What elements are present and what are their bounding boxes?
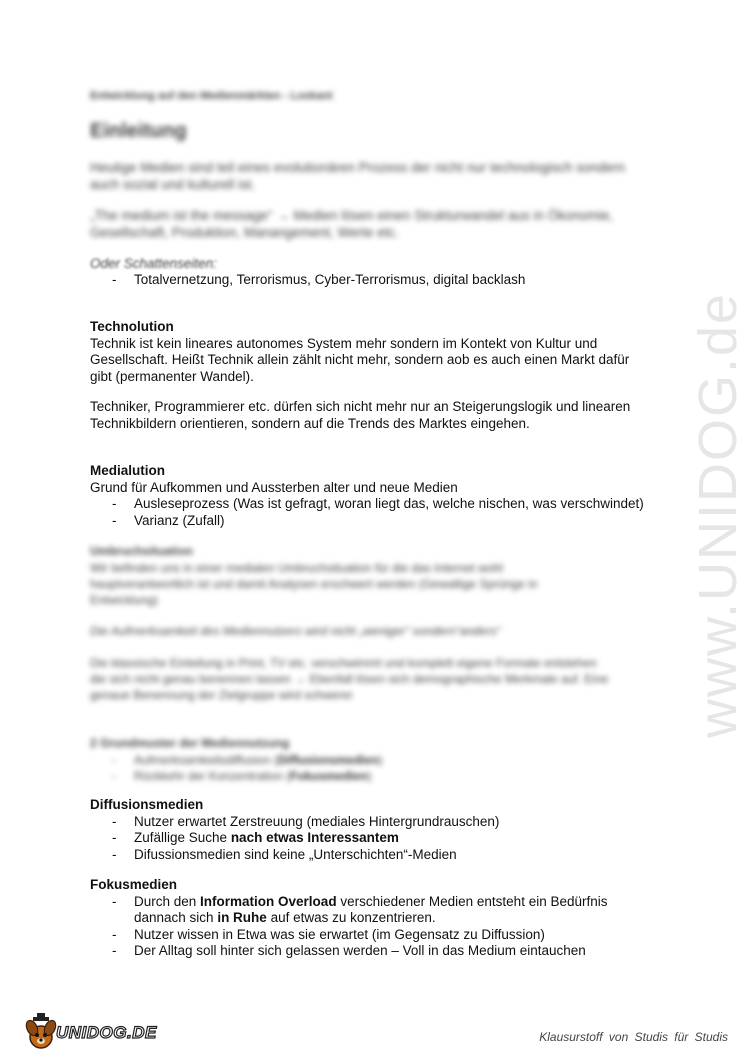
heading-einleitung: Einleitung — [90, 120, 187, 142]
list-item: - Difussionsmedien sind keine „Unterschichten“-Medien — [112, 847, 690, 864]
fokus-b1-post: auf etwas zu konzentrieren. — [266, 910, 436, 925]
grund-b2-bold: Fokusmedien — [290, 769, 368, 783]
medialution-intro: Grund für Aufkommen und Aussterben alter und neue Medien — [90, 479, 458, 495]
list-item — [112, 752, 590, 769]
shadow-heading — [90, 256, 650, 273]
document-title: Entwicklung auf den Medienmärkten - Loskant — [90, 90, 333, 102]
section-medialution — [90, 463, 690, 529]
intro-paragraph-1 — [90, 160, 650, 193]
unidog-logo — [24, 1013, 157, 1053]
umbruch-paragraph-3: Die klassische Einteilung in Print, TV etc. verschwimmt und komplett eigene Formate entstehen die sich nicht genau benennen lassen → Ebenfall lösen sich demographische Merkmale auf. Eine genaue Benennung der Zielgruppe wird schwerer — [90, 656, 609, 702]
grund-b2-pre: Rückkehr der Konzentration ( — [134, 769, 291, 783]
grund-b2-close: ) — [367, 769, 372, 783]
umbruch-paragraph-2-block — [90, 623, 590, 640]
footer-tagline: Klausurstoff von Studis für Studis — [539, 1030, 728, 1044]
section-technolution — [90, 319, 650, 385]
fokus-b1-mid: verschiedener Medien entsteht ein Bedürfnis dannach sich — [134, 893, 608, 925]
grund-b1-pre: Aufmerksamkeitsdiffusion ( — [134, 752, 278, 767]
section-grundmuster — [90, 735, 590, 785]
fokus-b1-pre: Durch den — [134, 893, 201, 909]
list-item: - Ausleseprozess (Was ist gefragt, woran liegt das, welche nischen, was verschwindet) — [112, 496, 690, 513]
list-item: - Totalvernetzung, Terrorismus, Cyber-Terrorismus, digital backlash — [112, 272, 650, 289]
section-title: Technolution — [90, 319, 174, 334]
technolution-paragraph-2: Techniker, Programmierer etc. dürfen sich nicht mehr nur an Steigerungslogik und linearen Technikbildern orientieren, sondern auf die Trends des Marktes eingehen. — [90, 399, 631, 431]
section-title: Fokusmedien — [90, 877, 178, 892]
dog-icon — [24, 1013, 58, 1051]
grund-b1-close: ) — [378, 752, 383, 767]
list-item — [112, 830, 690, 847]
watermark-text: www.UNIDOG.de — [688, 291, 748, 739]
fokus-b1-bold2: in Ruhe — [217, 910, 267, 925]
grund-b1-bold: Diffusionsmedien — [277, 752, 379, 767]
section-title: Medialution — [90, 463, 165, 478]
list-item: - Der Alltag soll hinter sich gelassen werden – Voll in das Medium eintauchen — [112, 943, 690, 960]
technolution-paragraph-2-block — [90, 399, 650, 432]
section-title: Umbruchsituation — [90, 544, 193, 558]
section-fokusmedien — [90, 877, 690, 960]
diff-b2-bold: nach etwas Interessantem — [230, 830, 399, 845]
fokus-b1-bold1: Information Overload — [200, 893, 337, 909]
intro-p2-text: „The medium ist the message“ → Medien lösen einen Strukturwandel aus in Ökonomie, Gesellschaft, Produktion, Manangement, Werte etc. — [90, 208, 613, 240]
intro-paragraph-2 — [90, 208, 650, 241]
technolution-paragraph-1: Technik ist kein lineares autonomes System mehr sondern im Kontekt von Kultur und Gesellschaft. Heißt Technik allein zählt nicht mehr, sondern aob es auch einen Markt dafür gibt (permanenter Wandel). — [90, 335, 630, 384]
logo-text: UNIDOG.DE — [56, 1023, 157, 1042]
diff-b2-pre: Zufällige Suche — [134, 830, 231, 845]
umbruch-paragraph-1: Wir befinden uns in einer medialen Umbruchsituation für die das Internet wohl hauptverantwortlich ist und damit Analysen erschwert werden (Gewaltige Sprünge in Entwicklung) — [90, 560, 538, 607]
list-item — [112, 894, 634, 927]
intro-bullet-list — [90, 272, 650, 289]
umbruch-paragraph-3-block — [90, 655, 610, 703]
shadow-heading-text: Oder Schattenseiten: — [90, 256, 217, 271]
section-umbruchsituation — [90, 543, 590, 608]
list-item: - Nutzer erwartet Zerstreuung (mediales Hintergrundrauschen) — [112, 814, 690, 831]
umbruch-paragraph-2: Die Aufmerksamkeit des Mediennutzers wird nicht „weniger“ sondern“anders“ — [90, 624, 501, 638]
section-title: Diffusionsmedien — [90, 797, 204, 812]
list-item: - Nutzer wissen in Etwa was sie erwartet (im Gegensatz zu Diffussion) — [112, 927, 690, 944]
list-item — [112, 768, 590, 785]
section-diffusionsmedien — [90, 797, 690, 863]
list-item: - Varianz (Zufall) — [112, 513, 690, 530]
section-title: 2 Grundmuster der Mediennutzung — [90, 736, 290, 750]
intro-p1-text: Heutige Medien sind teil eines evolutionären Prozess der nicht nur technologisch sondern auch sozial und kulturell ist. — [90, 160, 626, 192]
